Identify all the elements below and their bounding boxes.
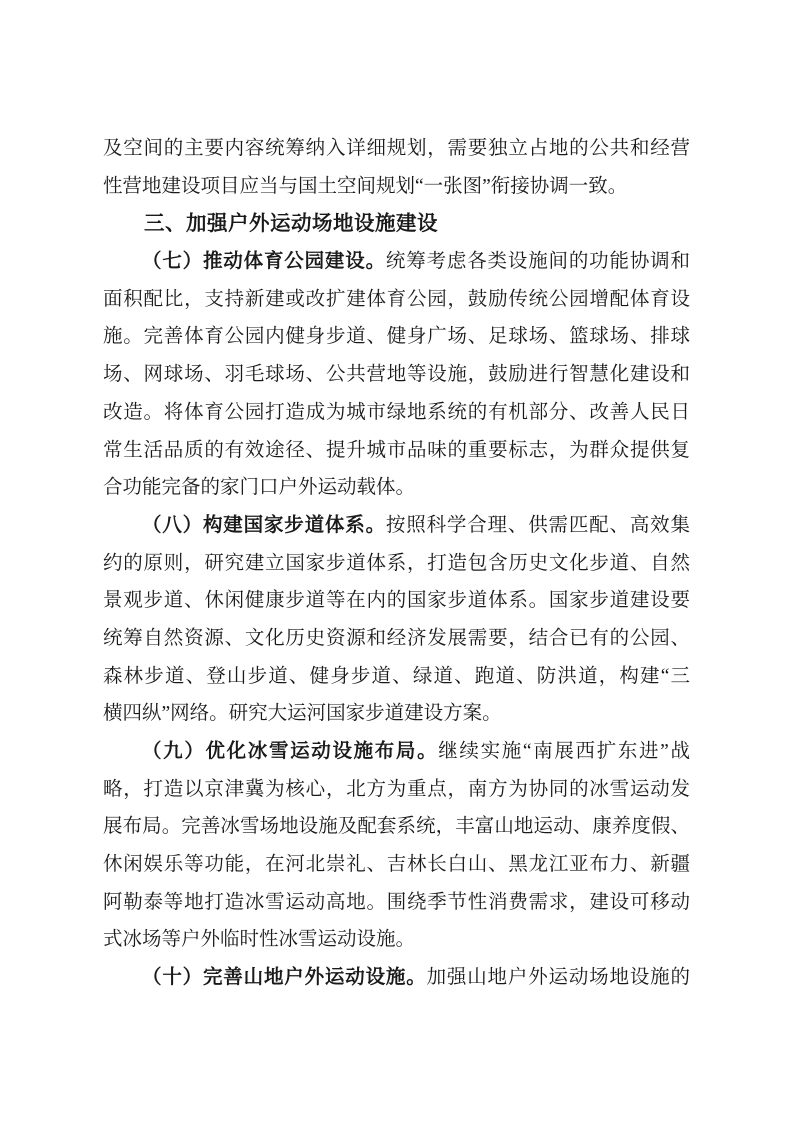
body-text: 合功能完备的家门口户外运动载体。 bbox=[103, 477, 416, 499]
text-line bbox=[103, 620, 690, 658]
body-text: 面积配比，支持新建或改扩建体育公园，鼓励传统公园增配体育设 bbox=[103, 288, 690, 310]
text-line bbox=[103, 733, 690, 771]
text-line bbox=[103, 658, 690, 696]
text-line bbox=[103, 394, 690, 432]
text-line bbox=[103, 281, 690, 319]
body-text: 休闲娱乐等功能，在河北崇礼、吉林长白山、黑龙江亚布力、新疆 bbox=[103, 854, 690, 876]
text-line bbox=[103, 582, 690, 620]
body-text: 横四纵”网络。研究大运河国家步道建设方案。 bbox=[103, 703, 502, 725]
text-line bbox=[103, 884, 690, 922]
body-text: 约的原则，研究建立国家步道体系，打造包含历史文化步道、自然 bbox=[103, 552, 690, 574]
body-text: 阿勒泰等地打造冰雪运动高地。围绕季节性消费需求，建设可移动 bbox=[103, 891, 690, 913]
body-text: 场、网球场、羽毛球场、公共营地等设施，鼓励进行智慧化建设和 bbox=[103, 364, 690, 386]
text-line bbox=[103, 507, 690, 545]
body-text: 加强山地户外运动场地设施的 bbox=[426, 967, 690, 989]
body-text: 统筹考虑各类设施间的功能协调和 bbox=[385, 251, 690, 273]
body-text: 略，打造以京津冀为核心，北方为重点，南方为协同的冰雪运动发 bbox=[103, 778, 690, 800]
body-text: 按照科学合理、供需匹配、高效集 bbox=[385, 514, 690, 536]
bold-lead-text: （八）构建国家步道体系。 bbox=[142, 514, 386, 536]
body-text: 继续实施“南展西扩东进”战 bbox=[438, 741, 690, 762]
text-line bbox=[103, 695, 690, 733]
bold-lead-text: （七）推动体育公园建设。 bbox=[142, 251, 386, 273]
body-text: 景观步道、休闲健康步道等在内的国家步道体系。国家步道建设要 bbox=[103, 590, 690, 612]
text-line bbox=[103, 846, 690, 884]
text-line bbox=[103, 771, 690, 809]
body-text: 及空间的主要内容统筹纳入详细规划，需要独立占地的公共和经营 bbox=[103, 138, 690, 159]
body-text: 展布局。完善冰雪场地设施及配套系统，丰富山地运动、康养度假、 bbox=[103, 816, 690, 838]
text-line bbox=[103, 469, 690, 507]
text-line bbox=[103, 921, 690, 959]
section-3-heading: 三、加强户外运动场地设施建设 bbox=[144, 212, 438, 236]
body-text: 性营地建设项目应当与国土空间规划“一张图”衔接协调一致。 bbox=[103, 175, 628, 197]
body-text: 施。完善体育公园内健身步道、健身广场、足球场、篮球场、排球 bbox=[103, 326, 690, 348]
text-line bbox=[103, 356, 690, 394]
body-text: 常生活品质的有效途径、提升城市品味的重要标志，为群众提供复 bbox=[103, 439, 690, 461]
text-line bbox=[103, 808, 690, 846]
body-text: 统筹自然资源、文化历史资源和经济发展需要，结合已有的公园、 bbox=[103, 627, 690, 649]
body-text: 改造。将体育公园打造成为城市绿地系统的有机部分、改善人民日 bbox=[103, 401, 690, 423]
text-line bbox=[103, 959, 690, 997]
body-text: 森林步道、登山步道、健身步道、绿道、跑道、防洪道，构建“三 bbox=[103, 665, 690, 687]
body-text: 式冰场等户外临时性冰雪运动设施。 bbox=[103, 929, 416, 951]
text-line bbox=[103, 130, 690, 168]
text-line bbox=[103, 168, 690, 206]
bold-lead-text: （九）优化冰雪运动设施布局。 bbox=[142, 741, 439, 762]
text-line bbox=[103, 318, 690, 356]
text-line bbox=[103, 243, 690, 281]
bold-lead-text: （十）完善山地户外运动设施。 bbox=[142, 967, 427, 989]
text-line bbox=[103, 545, 690, 583]
document-body bbox=[103, 130, 690, 997]
text-line bbox=[103, 432, 690, 470]
